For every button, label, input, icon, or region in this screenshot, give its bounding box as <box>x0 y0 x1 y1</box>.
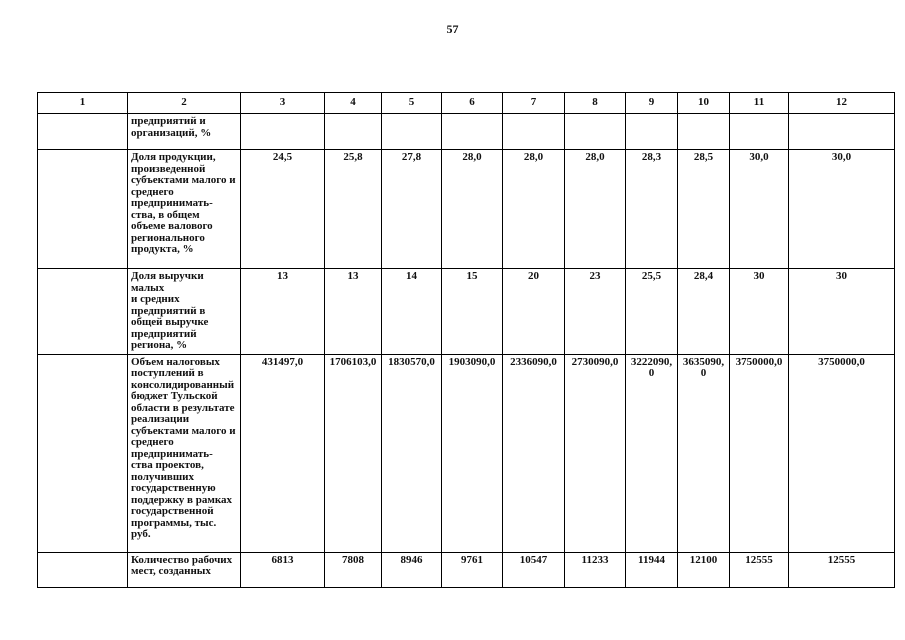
value-cell: 12555 <box>730 552 789 587</box>
column-header: 5 <box>382 93 442 114</box>
label-line: среднего <box>131 436 174 448</box>
label-line: государственной <box>131 505 214 517</box>
value-cell: 30 <box>730 269 789 355</box>
indicator-label <box>128 354 241 552</box>
column-header: 7 <box>503 93 565 114</box>
table-row <box>38 150 895 269</box>
value-cell: 15 <box>442 269 503 355</box>
label-line: Доля продукции, <box>131 151 216 163</box>
label-line: продукта, % <box>131 243 194 255</box>
label-line: произведенной <box>131 162 206 175</box>
value-cell: 2730090,0 <box>565 354 626 552</box>
indicator-label: предприятий и организаций, % <box>128 114 241 150</box>
value-cell <box>241 114 325 150</box>
value-cell: 11944 <box>626 552 678 587</box>
value-cell: 13 <box>325 269 382 355</box>
label-line: регионального <box>131 231 205 244</box>
label-line: мест, созданных <box>131 565 211 577</box>
value-cell <box>730 114 789 150</box>
value-cell <box>565 114 626 150</box>
value-cell: 8946 <box>382 552 442 587</box>
column-header: 9 <box>626 93 678 114</box>
value-cell: 3750000,0 <box>789 354 895 552</box>
indicator-label <box>128 150 241 269</box>
value-cell <box>789 114 895 150</box>
page-number: 57 <box>446 22 459 36</box>
value-cell: 25,5 <box>626 269 678 355</box>
column-header: 10 <box>678 93 730 114</box>
value-cell: 28,0 <box>565 150 626 269</box>
value-cell: 2336090,0 <box>503 354 565 552</box>
table-row <box>38 552 895 587</box>
value-cell: 1830570,0 <box>382 354 442 552</box>
column-header: 4 <box>325 93 382 114</box>
label-line: ства, в общем <box>131 208 200 221</box>
value-cell: 30 <box>789 269 895 355</box>
column-header: 11 <box>730 93 789 114</box>
column-header: 3 <box>241 93 325 114</box>
header-row <box>38 93 895 114</box>
label-line: общей выручке <box>131 316 209 328</box>
label-line: поддержку в рамках <box>131 493 233 506</box>
label-line: предпринимать- <box>131 447 213 460</box>
column-header: 8 <box>565 93 626 114</box>
table-row <box>38 354 895 552</box>
value-cell: 14 <box>382 269 442 355</box>
value-cell: 25,8 <box>325 150 382 269</box>
value-cell: 9761 <box>442 552 503 587</box>
value-cell <box>678 114 730 150</box>
column-header: 2 <box>128 93 241 114</box>
row-number-cell <box>38 354 128 552</box>
value-cell: 28,5 <box>678 150 730 269</box>
value-cell: 431497,0 <box>241 354 325 552</box>
column-header: 1 <box>38 93 128 114</box>
label-line: среднего <box>131 185 174 198</box>
label-line: предпринимать- <box>131 197 213 209</box>
label-line: области в результате <box>131 401 235 414</box>
label-line: региона, % <box>131 339 188 351</box>
value-cell: 1903090,0 <box>442 354 503 552</box>
label-line: Доля выручки малых <box>131 270 204 294</box>
column-header: 6 <box>442 93 503 114</box>
label-line: поступлений в <box>131 367 204 379</box>
label-line: субъектами малого и <box>131 174 236 186</box>
value-cell: 13 <box>241 269 325 355</box>
label-line: программы, тыс. <box>131 516 217 529</box>
indicators-table <box>37 92 895 588</box>
value-cell: 27,8 <box>382 150 442 269</box>
label-line: бюджет Тульской <box>131 390 218 402</box>
label-line: и средних <box>131 293 180 305</box>
value-cell: 7808 <box>325 552 382 587</box>
label-line: ства проектов, <box>131 459 204 471</box>
label-line: консолидированный <box>131 378 235 391</box>
value-cell: 12100 <box>678 552 730 587</box>
label-line: реализации <box>131 413 190 425</box>
label-line: Объем налоговых <box>131 355 220 368</box>
value-cell: 28,0 <box>503 150 565 269</box>
table-row <box>38 269 895 355</box>
value-cell <box>442 114 503 150</box>
value-cell <box>382 114 442 150</box>
value-cell: 24,5 <box>241 150 325 269</box>
value-cell: 1706103,0 <box>325 354 382 552</box>
row-number-cell <box>38 114 128 150</box>
table-row <box>38 114 895 150</box>
value-cell: 3222090,0 <box>626 354 678 552</box>
label-line: получивших <box>131 470 194 483</box>
label-line: субъектами малого и <box>131 424 236 437</box>
value-cell: 3750000,0 <box>730 354 789 552</box>
value-cell: 23 <box>565 269 626 355</box>
value-cell <box>503 114 565 150</box>
value-cell: 20 <box>503 269 565 355</box>
value-cell: 30,0 <box>730 150 789 269</box>
value-cell <box>626 114 678 150</box>
label-line: объеме валового <box>131 220 213 232</box>
value-cell: 28,3 <box>626 150 678 269</box>
value-cell: 28,0 <box>442 150 503 269</box>
row-number-cell <box>38 269 128 355</box>
value-cell: 3635090,0 <box>678 354 730 552</box>
label-line: Количество рабочих <box>131 553 233 566</box>
value-cell: 28,4 <box>678 269 730 355</box>
label-line: руб. <box>131 528 151 540</box>
value-cell: 11233 <box>565 552 626 587</box>
value-cell: 10547 <box>503 552 565 587</box>
indicator-label <box>128 552 241 587</box>
value-cell: 30,0 <box>789 150 895 269</box>
value-cell <box>325 114 382 150</box>
label-line: предприятий в <box>131 304 206 317</box>
value-cell: 12555 <box>789 552 895 587</box>
label-line: предприятий <box>131 327 197 340</box>
indicator-label <box>128 269 241 355</box>
column-header: 12 <box>789 93 895 114</box>
row-number-cell <box>38 552 128 587</box>
row-number-cell <box>38 150 128 269</box>
value-cell: 6813 <box>241 552 325 587</box>
label-line: государственную <box>131 482 216 494</box>
